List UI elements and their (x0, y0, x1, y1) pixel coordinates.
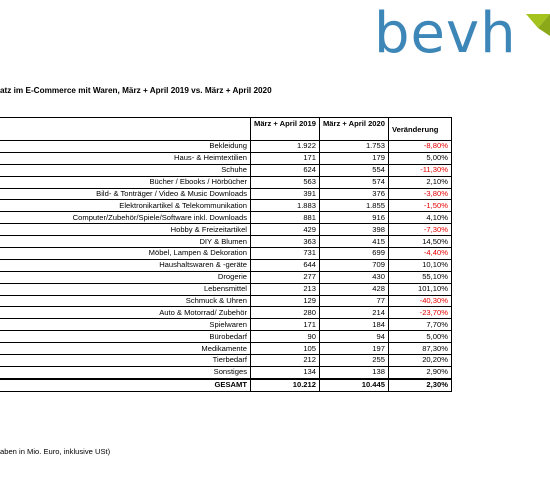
table-row (0, 343, 451, 355)
row-change: 5,00% (388, 331, 451, 343)
table-header-row (0, 118, 451, 141)
row-change: 87,30% (388, 343, 451, 355)
table-row (0, 355, 451, 367)
table-row (0, 283, 451, 295)
row-value-2020: 214 (319, 307, 388, 319)
row-category: Elektronikartikel & Telekommunikation (0, 200, 251, 212)
row-value-2020: 699 (319, 248, 388, 260)
table-row (0, 141, 451, 153)
row-value-2019: 644 (251, 259, 320, 271)
row-value-2020: 94 (319, 331, 388, 343)
row-change: 14,50% (388, 236, 451, 248)
row-value-2020: 554 (319, 164, 388, 176)
row-value-2020: 10.445 (319, 379, 388, 391)
row-value-2019: 1.922 (251, 141, 320, 153)
row-change: -8,80% (388, 141, 451, 153)
row-category: Computer/Zubehör/Spiele/Software inkl. Downloads (0, 212, 251, 224)
row-value-2020: 1.855 (319, 200, 388, 212)
row-category: Bild- & Tonträger / Video & Music Downloads (0, 188, 251, 200)
row-category: Hobby & Freizeitartikel (0, 224, 251, 236)
row-category: Schmuck & Uhren (0, 295, 251, 307)
logo-wordmark: bevh (374, 4, 517, 66)
header-2020: März + April 2020 (319, 118, 388, 141)
row-category: Möbel, Lampen & Dekoration (0, 248, 251, 260)
row-category: Medikamente (0, 343, 251, 355)
row-category: DIY & Blumen (0, 236, 251, 248)
row-value-2019: 363 (251, 236, 320, 248)
row-value-2019: 129 (251, 295, 320, 307)
row-value-2019: 212 (251, 355, 320, 367)
header-category (0, 118, 251, 141)
table-row (0, 295, 451, 307)
row-change: 2,90% (388, 366, 451, 378)
row-category: Lebensmittel (0, 283, 251, 295)
row-change: 55,10% (388, 271, 451, 283)
row-value-2019: 90 (251, 331, 320, 343)
table-row (0, 307, 451, 319)
table-row (0, 248, 451, 260)
row-change: -11,30% (388, 164, 451, 176)
row-value-2019: 429 (251, 224, 320, 236)
row-change: 5,00% (388, 152, 451, 164)
row-change: -3,80% (388, 188, 451, 200)
row-value-2019: 280 (251, 307, 320, 319)
row-value-2019: 391 (251, 188, 320, 200)
row-change: 10,10% (388, 259, 451, 271)
row-value-2019: 563 (251, 176, 320, 188)
row-value-2020: 415 (319, 236, 388, 248)
table-row (0, 366, 451, 378)
row-value-2020: 77 (319, 295, 388, 307)
table-row (0, 259, 451, 271)
table-row (0, 152, 451, 164)
bevh-logo (374, 4, 550, 66)
row-value-2019: 105 (251, 343, 320, 355)
sales-table (0, 117, 452, 392)
row-value-2020: 430 (319, 271, 388, 283)
table-row (0, 271, 451, 283)
table-row (0, 236, 451, 248)
table-row (0, 319, 451, 331)
row-change: -1,50% (388, 200, 451, 212)
table-row (0, 212, 451, 224)
row-change: 7,70% (388, 319, 451, 331)
row-value-2019: 10.212 (251, 379, 320, 391)
row-value-2019: 213 (251, 283, 320, 295)
table-total-row (0, 379, 451, 391)
row-value-2020: 709 (319, 259, 388, 271)
row-change: 101,10% (388, 283, 451, 295)
row-change: 2,10% (388, 176, 451, 188)
footnote: aben in Mio. Euro, inklusive USt) (0, 447, 111, 456)
row-value-2020: 1.753 (319, 141, 388, 153)
row-value-2020: 179 (319, 152, 388, 164)
table-row (0, 176, 451, 188)
row-category: Tierbedarf (0, 355, 251, 367)
row-change: -23,70% (388, 307, 451, 319)
row-change: 2,30% (388, 379, 451, 391)
row-value-2020: 255 (319, 355, 388, 367)
row-value-2019: 1.883 (251, 200, 320, 212)
row-category: GESAMT (0, 379, 251, 391)
row-value-2020: 398 (319, 224, 388, 236)
row-value-2020: 138 (319, 366, 388, 378)
row-category: Bekleidung (0, 141, 251, 153)
row-category: Drogerie (0, 271, 251, 283)
row-value-2020: 197 (319, 343, 388, 355)
row-change: 4,10% (388, 212, 451, 224)
table-row (0, 331, 451, 343)
logo-check-icon (526, 14, 550, 44)
row-value-2020: 428 (319, 283, 388, 295)
row-value-2020: 574 (319, 176, 388, 188)
header-change: Veränderung (388, 118, 451, 141)
table-row (0, 188, 451, 200)
row-change: -40,30% (388, 295, 451, 307)
row-value-2019: 624 (251, 164, 320, 176)
row-category: Haushaltswaren & -geräte (0, 259, 251, 271)
header-2019: März + April 2019 (251, 118, 320, 141)
row-value-2019: 171 (251, 152, 320, 164)
row-category: Schuhe (0, 164, 251, 176)
table-title: atz im E-Commerce mit Waren, März + April 2019 vs. März + April 2020 (0, 86, 272, 95)
row-category: Sonstiges (0, 366, 251, 378)
row-value-2020: 184 (319, 319, 388, 331)
row-value-2020: 376 (319, 188, 388, 200)
row-value-2019: 134 (251, 366, 320, 378)
table-row (0, 164, 451, 176)
row-category: Spielwaren (0, 319, 251, 331)
row-value-2019: 277 (251, 271, 320, 283)
row-value-2019: 171 (251, 319, 320, 331)
row-value-2019: 731 (251, 248, 320, 260)
row-category: Bücher / Ebooks / Hörbücher (0, 176, 251, 188)
row-change: -7,30% (388, 224, 451, 236)
table-row (0, 200, 451, 212)
row-category: Bürobedarf (0, 331, 251, 343)
row-change: -4,40% (388, 248, 451, 260)
row-value-2019: 881 (251, 212, 320, 224)
row-category: Haus- & Heimtextilien (0, 152, 251, 164)
row-category: Auto & Motorrad/ Zubehör (0, 307, 251, 319)
row-value-2020: 916 (319, 212, 388, 224)
table-row (0, 224, 451, 236)
row-change: 20,20% (388, 355, 451, 367)
